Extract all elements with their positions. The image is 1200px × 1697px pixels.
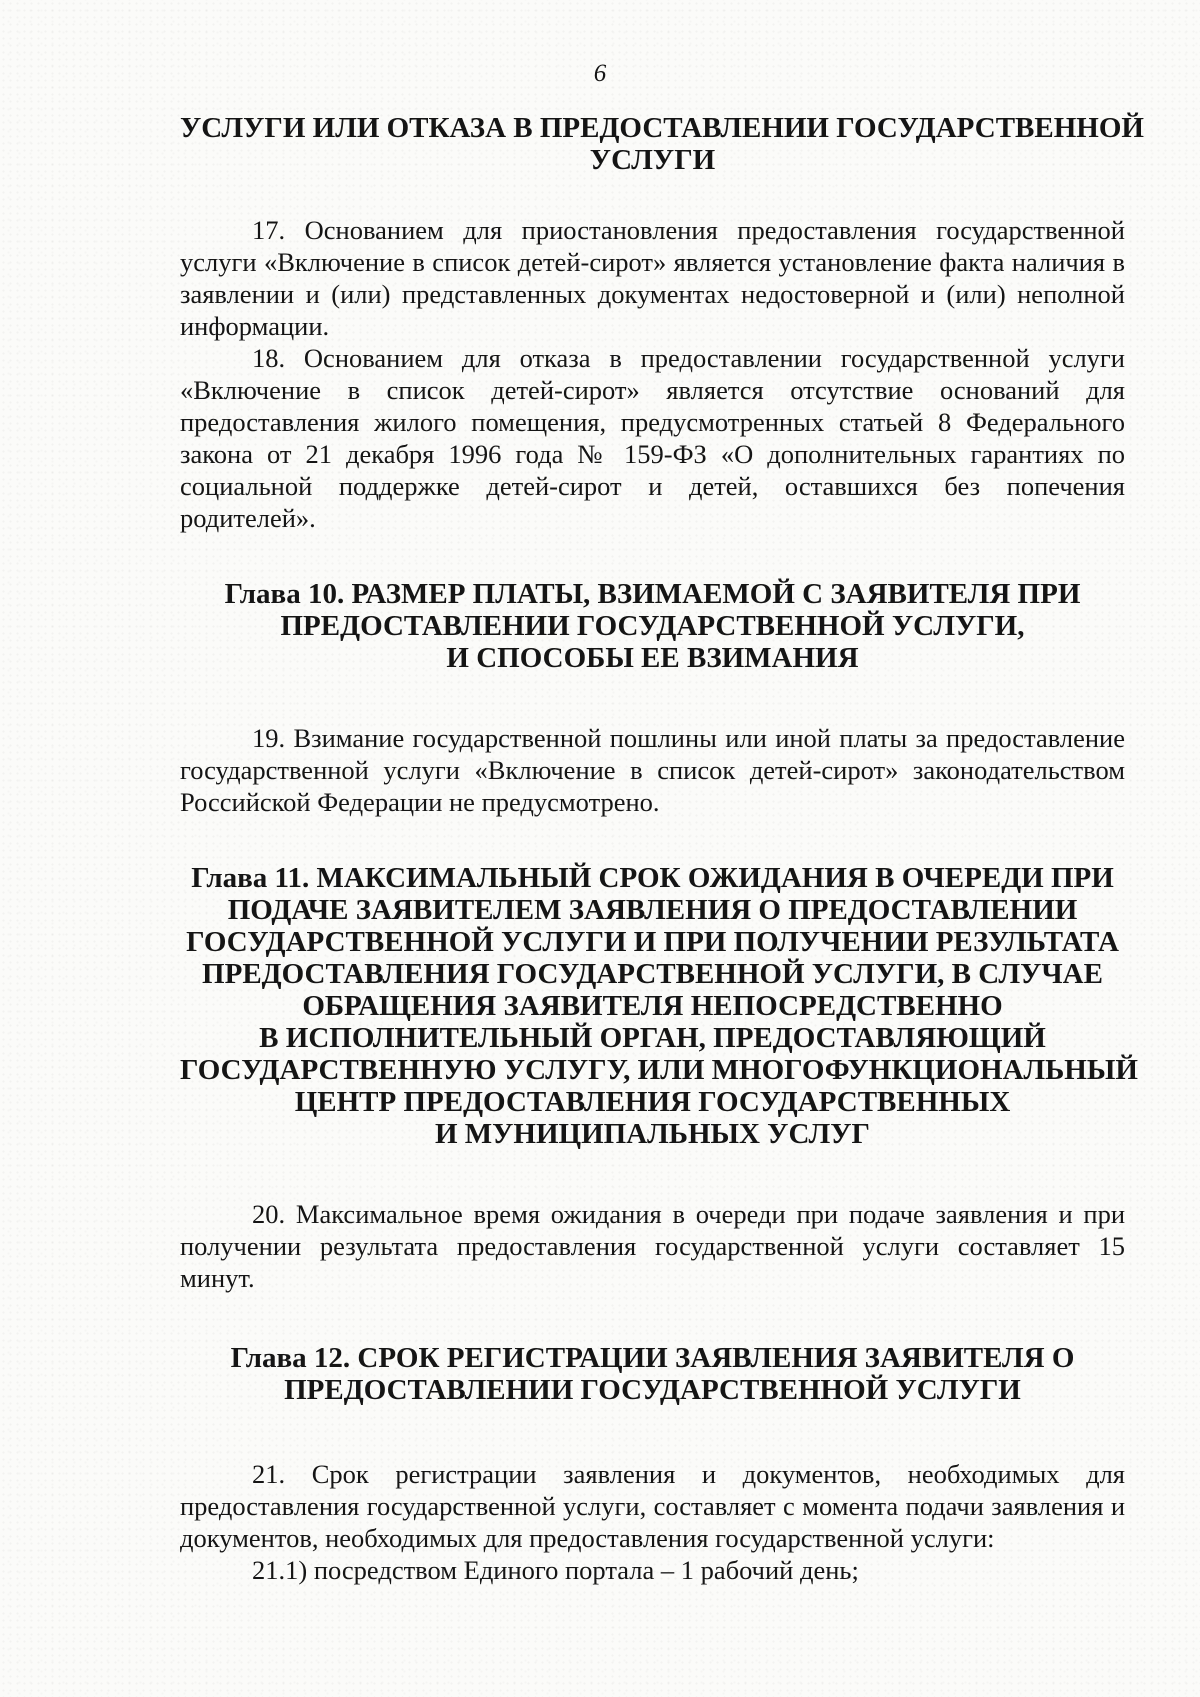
paragraph-18: 18. Основанием для отказа в предоставлении государственной услуги «Включение в список детей-сирот» является отсутствие оснований для предоставления жилого помещения, предусмотренных статьей 8 Федерального закона от 21 декабря 1996 года № 159-ФЗ «О дополнительных гарантиях по социальной поддержке детей-сирот и детей, оставшихся без попечения родителей». <box>180 343 1125 533</box>
heading-line: ПРЕДОСТАВЛЕНИИ ГОСУДАРСТВЕННОЙ УСЛУГИ, <box>280 610 1025 642</box>
heading-line: ГОСУДАРСТВЕННУЮ УСЛУГУ, ИЛИ МНОГОФУНКЦИОНАЛЬНЫЙ <box>180 1054 1138 1086</box>
paragraph-20: 20. Максимальное время ожидания в очереди при подаче заявления и при получении результата предоставления государственной услуги составляет 15 минут. <box>180 1199 1125 1293</box>
page-number: 6 <box>593 60 607 87</box>
chapter-10-heading <box>180 578 1125 674</box>
heading-line: ПРЕДОСТАВЛЕНИЯ ГОСУДАРСТВЕННОЙ УСЛУГИ, В СЛУЧАЕ <box>202 958 1103 990</box>
paragraph-21-1: 21.1) посредством Единого портала – 1 рабочий день; <box>252 1555 859 1585</box>
heading-line: ПРЕДОСТАВЛЕНИИ ГОСУДАРСТВЕННОЙ УСЛУГИ <box>284 1374 1021 1406</box>
paragraph-21: 21. Срок регистрации заявления и документов, необходимых для предоставления государственной услуги, составляет с момента подачи заявления и документов, необходимых для предоставления государственной услуги: <box>180 1459 1125 1553</box>
heading-line: В ИСПОЛНИТЕЛЬНЫЙ ОРГАН, ПРЕДОСТАВЛЯЮЩИЙ <box>259 1022 1046 1054</box>
paragraph-17: 17. Основанием для приостановления предоставления государственной услуги «Включение в список детей-сирот» является установление факта наличия в заявлении и (или) представленных документах недостоверной и (или) неполной информации. <box>180 215 1125 341</box>
heading-line: И МУНИЦИПАЛЬНЫХ УСЛУГ <box>434 1118 871 1150</box>
heading-line: ГОСУДАРСТВЕННОЙ УСЛУГИ И ПРИ ПОЛУЧЕНИИ РЕЗУЛЬТАТА <box>186 926 1119 958</box>
document-body <box>180 112 1144 1586</box>
heading-line: Глава 11. МАКСИМАЛЬНЫЙ СРОК ОЖИДАНИЯ В ОЧЕРЕДИ ПРИ <box>191 862 1114 894</box>
heading-line: Глава 10. РАЗМЕР ПЛАТЫ, ВЗИМАЕМОЙ С ЗАЯВИТЕЛЯ ПРИ <box>224 578 1081 610</box>
heading-line: ОБРАЩЕНИЯ ЗАЯВИТЕЛЯ НЕПОСРЕДСТВЕННО <box>302 990 1003 1022</box>
chapter-11-heading <box>180 862 1138 1150</box>
chapter-12-heading <box>180 1342 1125 1406</box>
heading-line: УСЛУГИ ИЛИ ОТКАЗА В ПРЕДОСТАВЛЕНИИ ГОСУДАРСТВЕННОЙ <box>180 112 1144 144</box>
paragraph-19: 19. Взимание государственной пошлины или иной платы за предоставление государственной услуги «Включение в список детей-сирот» законодательством Российской Федерации не предусмотрено. <box>180 723 1125 817</box>
heading-line: ЦЕНТР ПРЕДОСТАВЛЕНИЯ ГОСУДАРСТВЕННЫХ <box>294 1086 1011 1118</box>
heading-line: ПОДАЧЕ ЗАЯВИТЕЛЕМ ЗАЯВЛЕНИЯ О ПРЕДОСТАВЛЕНИИ <box>227 894 1078 926</box>
heading-line: Глава 12. СРОК РЕГИСТРАЦИИ ЗАЯВЛЕНИЯ ЗАЯВИТЕЛЯ О <box>230 1342 1075 1374</box>
heading-line: УСЛУГИ <box>589 144 716 176</box>
heading-line: И СПОСОБЫ ЕЕ ВЗИМАНИЯ <box>446 642 859 674</box>
section-heading-continued <box>180 112 1144 176</box>
